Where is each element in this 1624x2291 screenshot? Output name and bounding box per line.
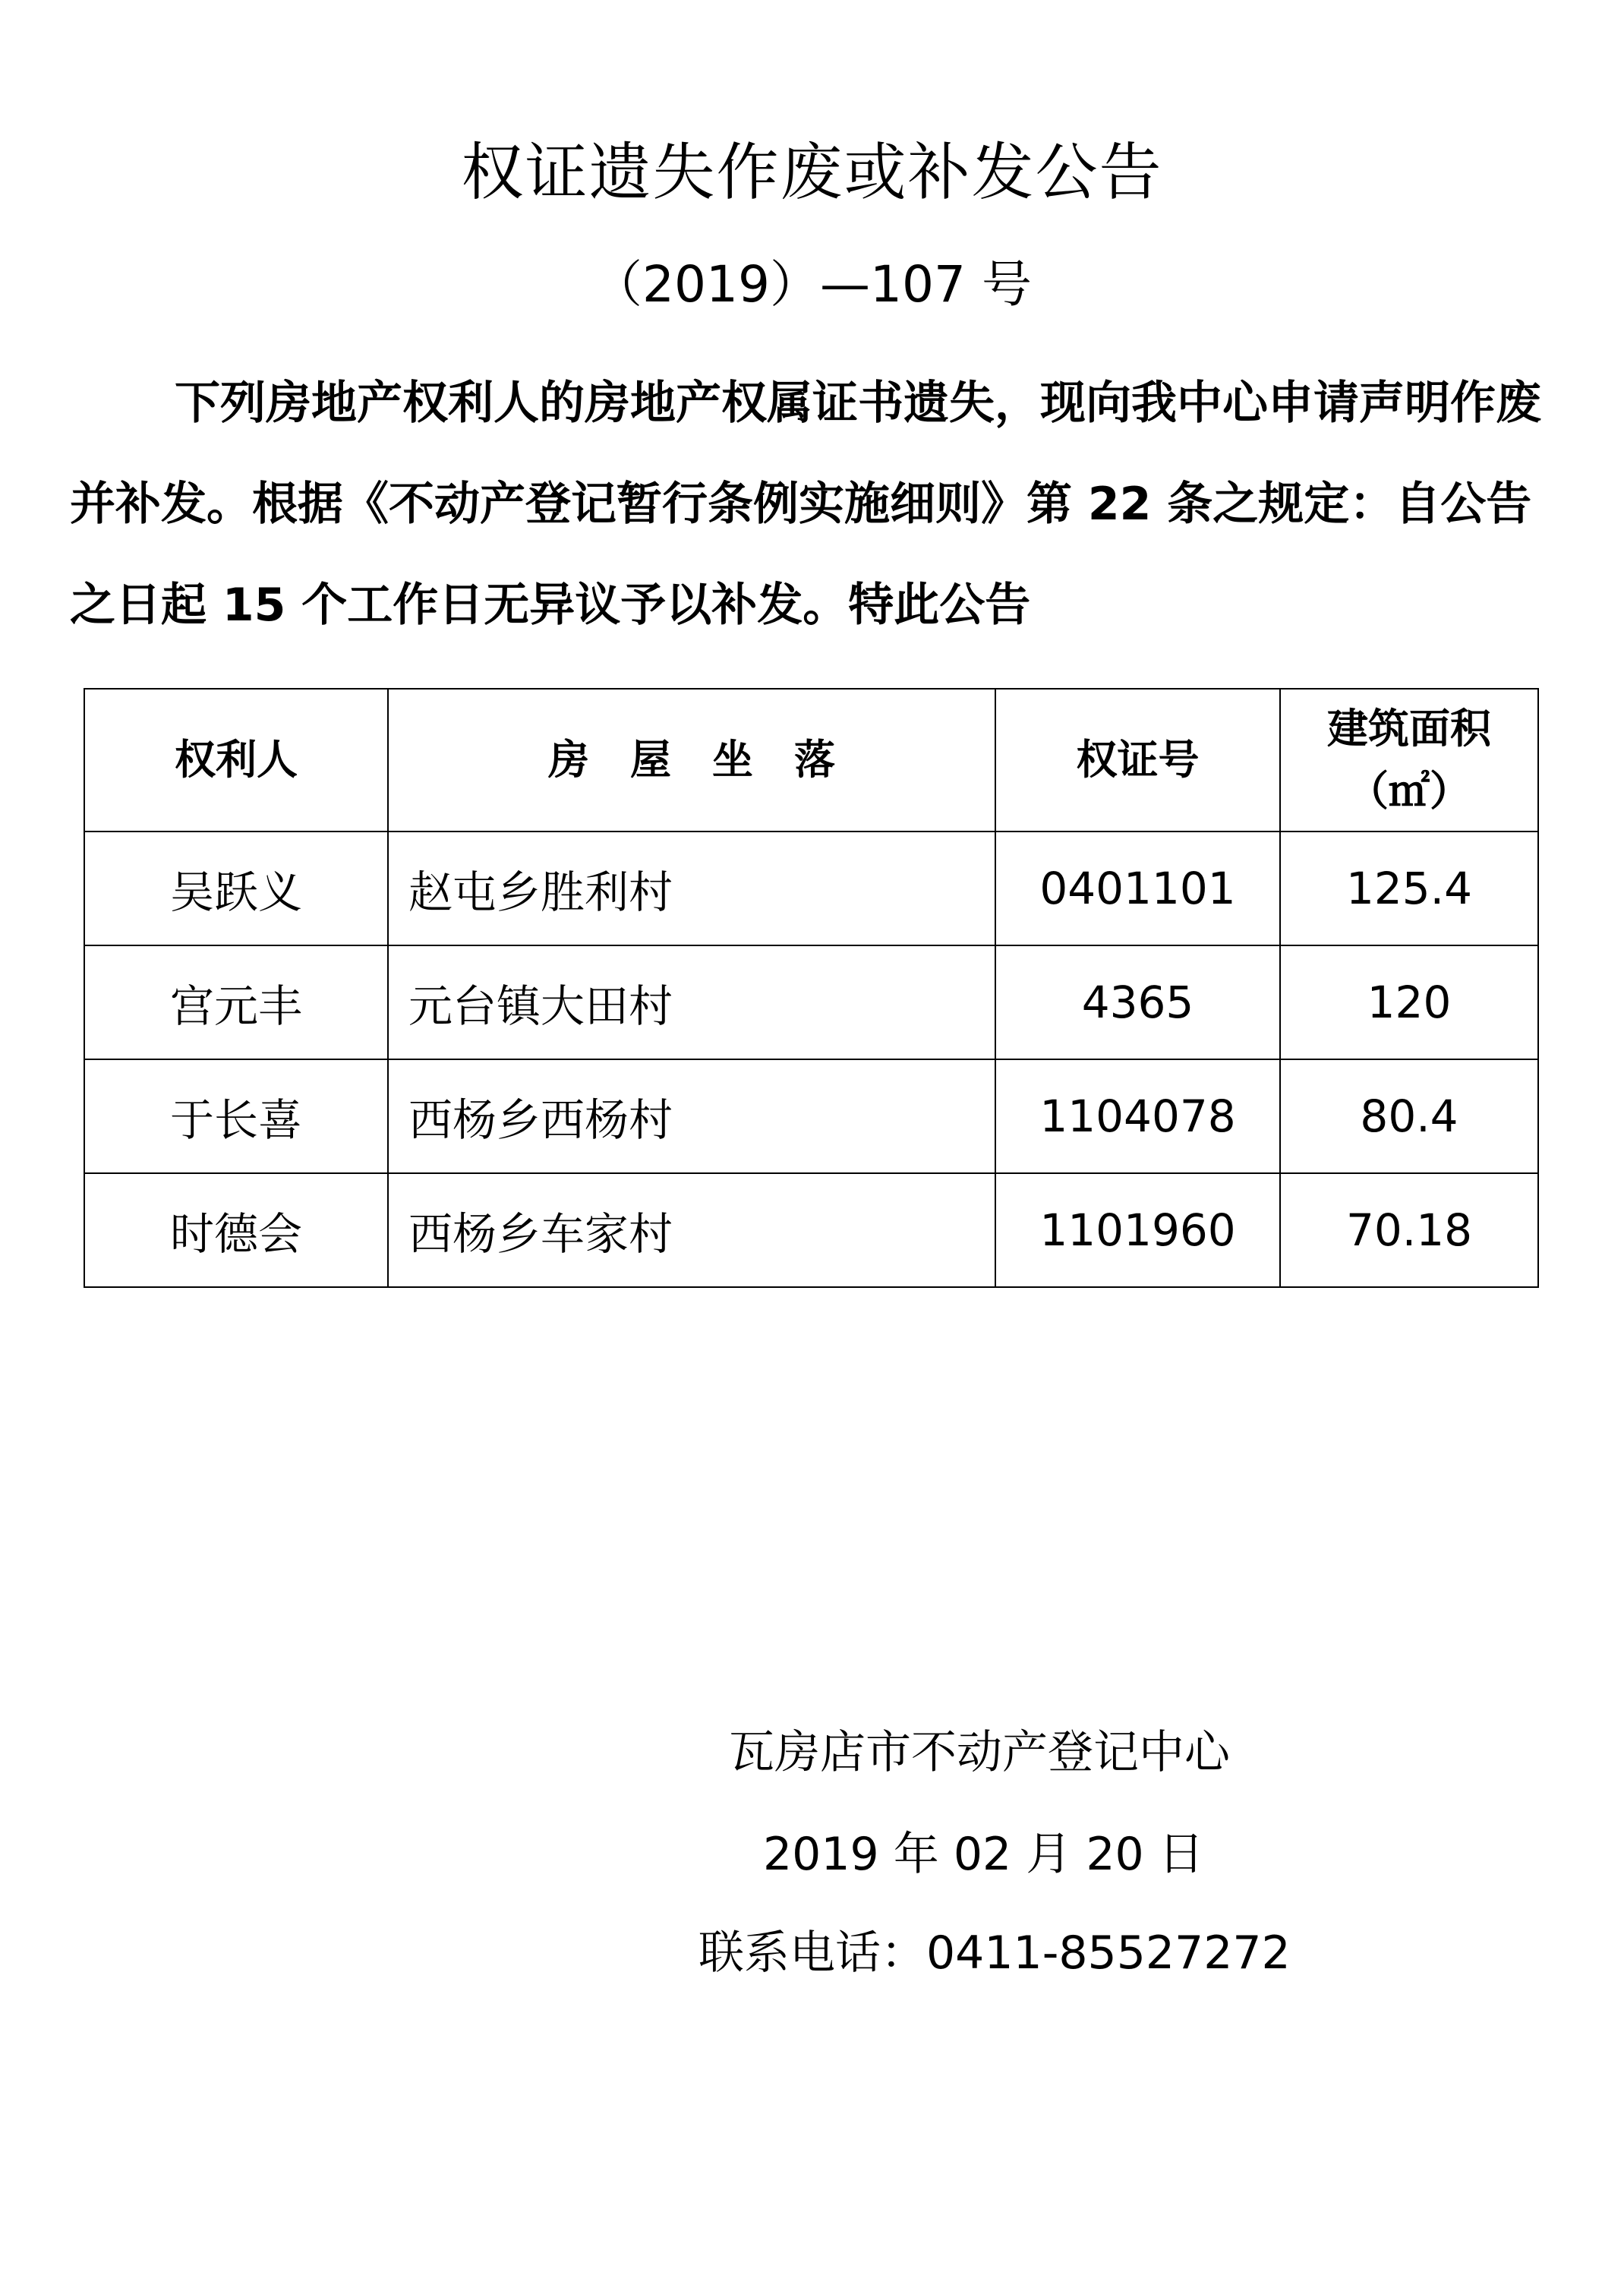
header-area-line1: 建筑面积 bbox=[1327, 705, 1491, 753]
header-address: 房 屋 坐 落 bbox=[388, 689, 995, 832]
document-number: （2019）—107 号 bbox=[592, 255, 1032, 314]
header-area-line2: （㎡） bbox=[1348, 767, 1471, 815]
issuing-organization: 瓦房店市不动产登记中心 bbox=[729, 1726, 1230, 1779]
cell-holder: 吴跃义 bbox=[84, 832, 388, 945]
cell-area: 120 bbox=[1280, 945, 1538, 1059]
cell-area: 70.18 bbox=[1280, 1173, 1538, 1287]
cell-holder: 宫元丰 bbox=[84, 945, 388, 1059]
cell-holder: 时德会 bbox=[84, 1173, 388, 1287]
cell-address: 西杨乡西杨村 bbox=[388, 1059, 995, 1173]
header-cert-no: 权证号 bbox=[995, 689, 1280, 832]
table-row bbox=[84, 832, 1538, 945]
table-body bbox=[84, 832, 1538, 1287]
cell-address: 元台镇大田村 bbox=[388, 945, 995, 1059]
cell-area: 125.4 bbox=[1280, 832, 1538, 945]
cell-holder: 于长喜 bbox=[84, 1059, 388, 1173]
cell-cert-no: 0401101 bbox=[995, 832, 1280, 945]
table-row bbox=[84, 1173, 1538, 1287]
table-header bbox=[84, 689, 1538, 832]
header-area bbox=[1280, 689, 1538, 832]
intro-paragraph: 下列房地产权利人的房地产权属证书遗失，现向我中心申请声明作废并补发。根据《不动产登记暂行条例实施细则》第 22 条之规定：自公告之日起 15 个工作日无异议予以补发。特此公告 bbox=[70, 377, 1541, 632]
header-holder: 权利人 bbox=[84, 689, 388, 832]
cell-cert-no: 1104078 bbox=[995, 1059, 1280, 1173]
certificate-table bbox=[84, 688, 1539, 1288]
cell-area: 80.4 bbox=[1280, 1059, 1538, 1173]
table-header-row bbox=[84, 689, 1538, 832]
cell-cert-no: 1101960 bbox=[995, 1173, 1280, 1287]
issue-date: 2019 年 02 月 20 日 bbox=[763, 1828, 1204, 1881]
cell-address: 西杨乡车家村 bbox=[388, 1173, 995, 1287]
cell-address: 赵屯乡胜利村 bbox=[388, 832, 995, 945]
table-row bbox=[84, 1059, 1538, 1173]
contact-phone: 联系电话：0411-85527272 bbox=[698, 1927, 1291, 1980]
table-row bbox=[84, 945, 1538, 1059]
page-title: 权证遗失作废或补发公告 bbox=[461, 137, 1163, 209]
cell-cert-no: 4365 bbox=[995, 945, 1280, 1059]
